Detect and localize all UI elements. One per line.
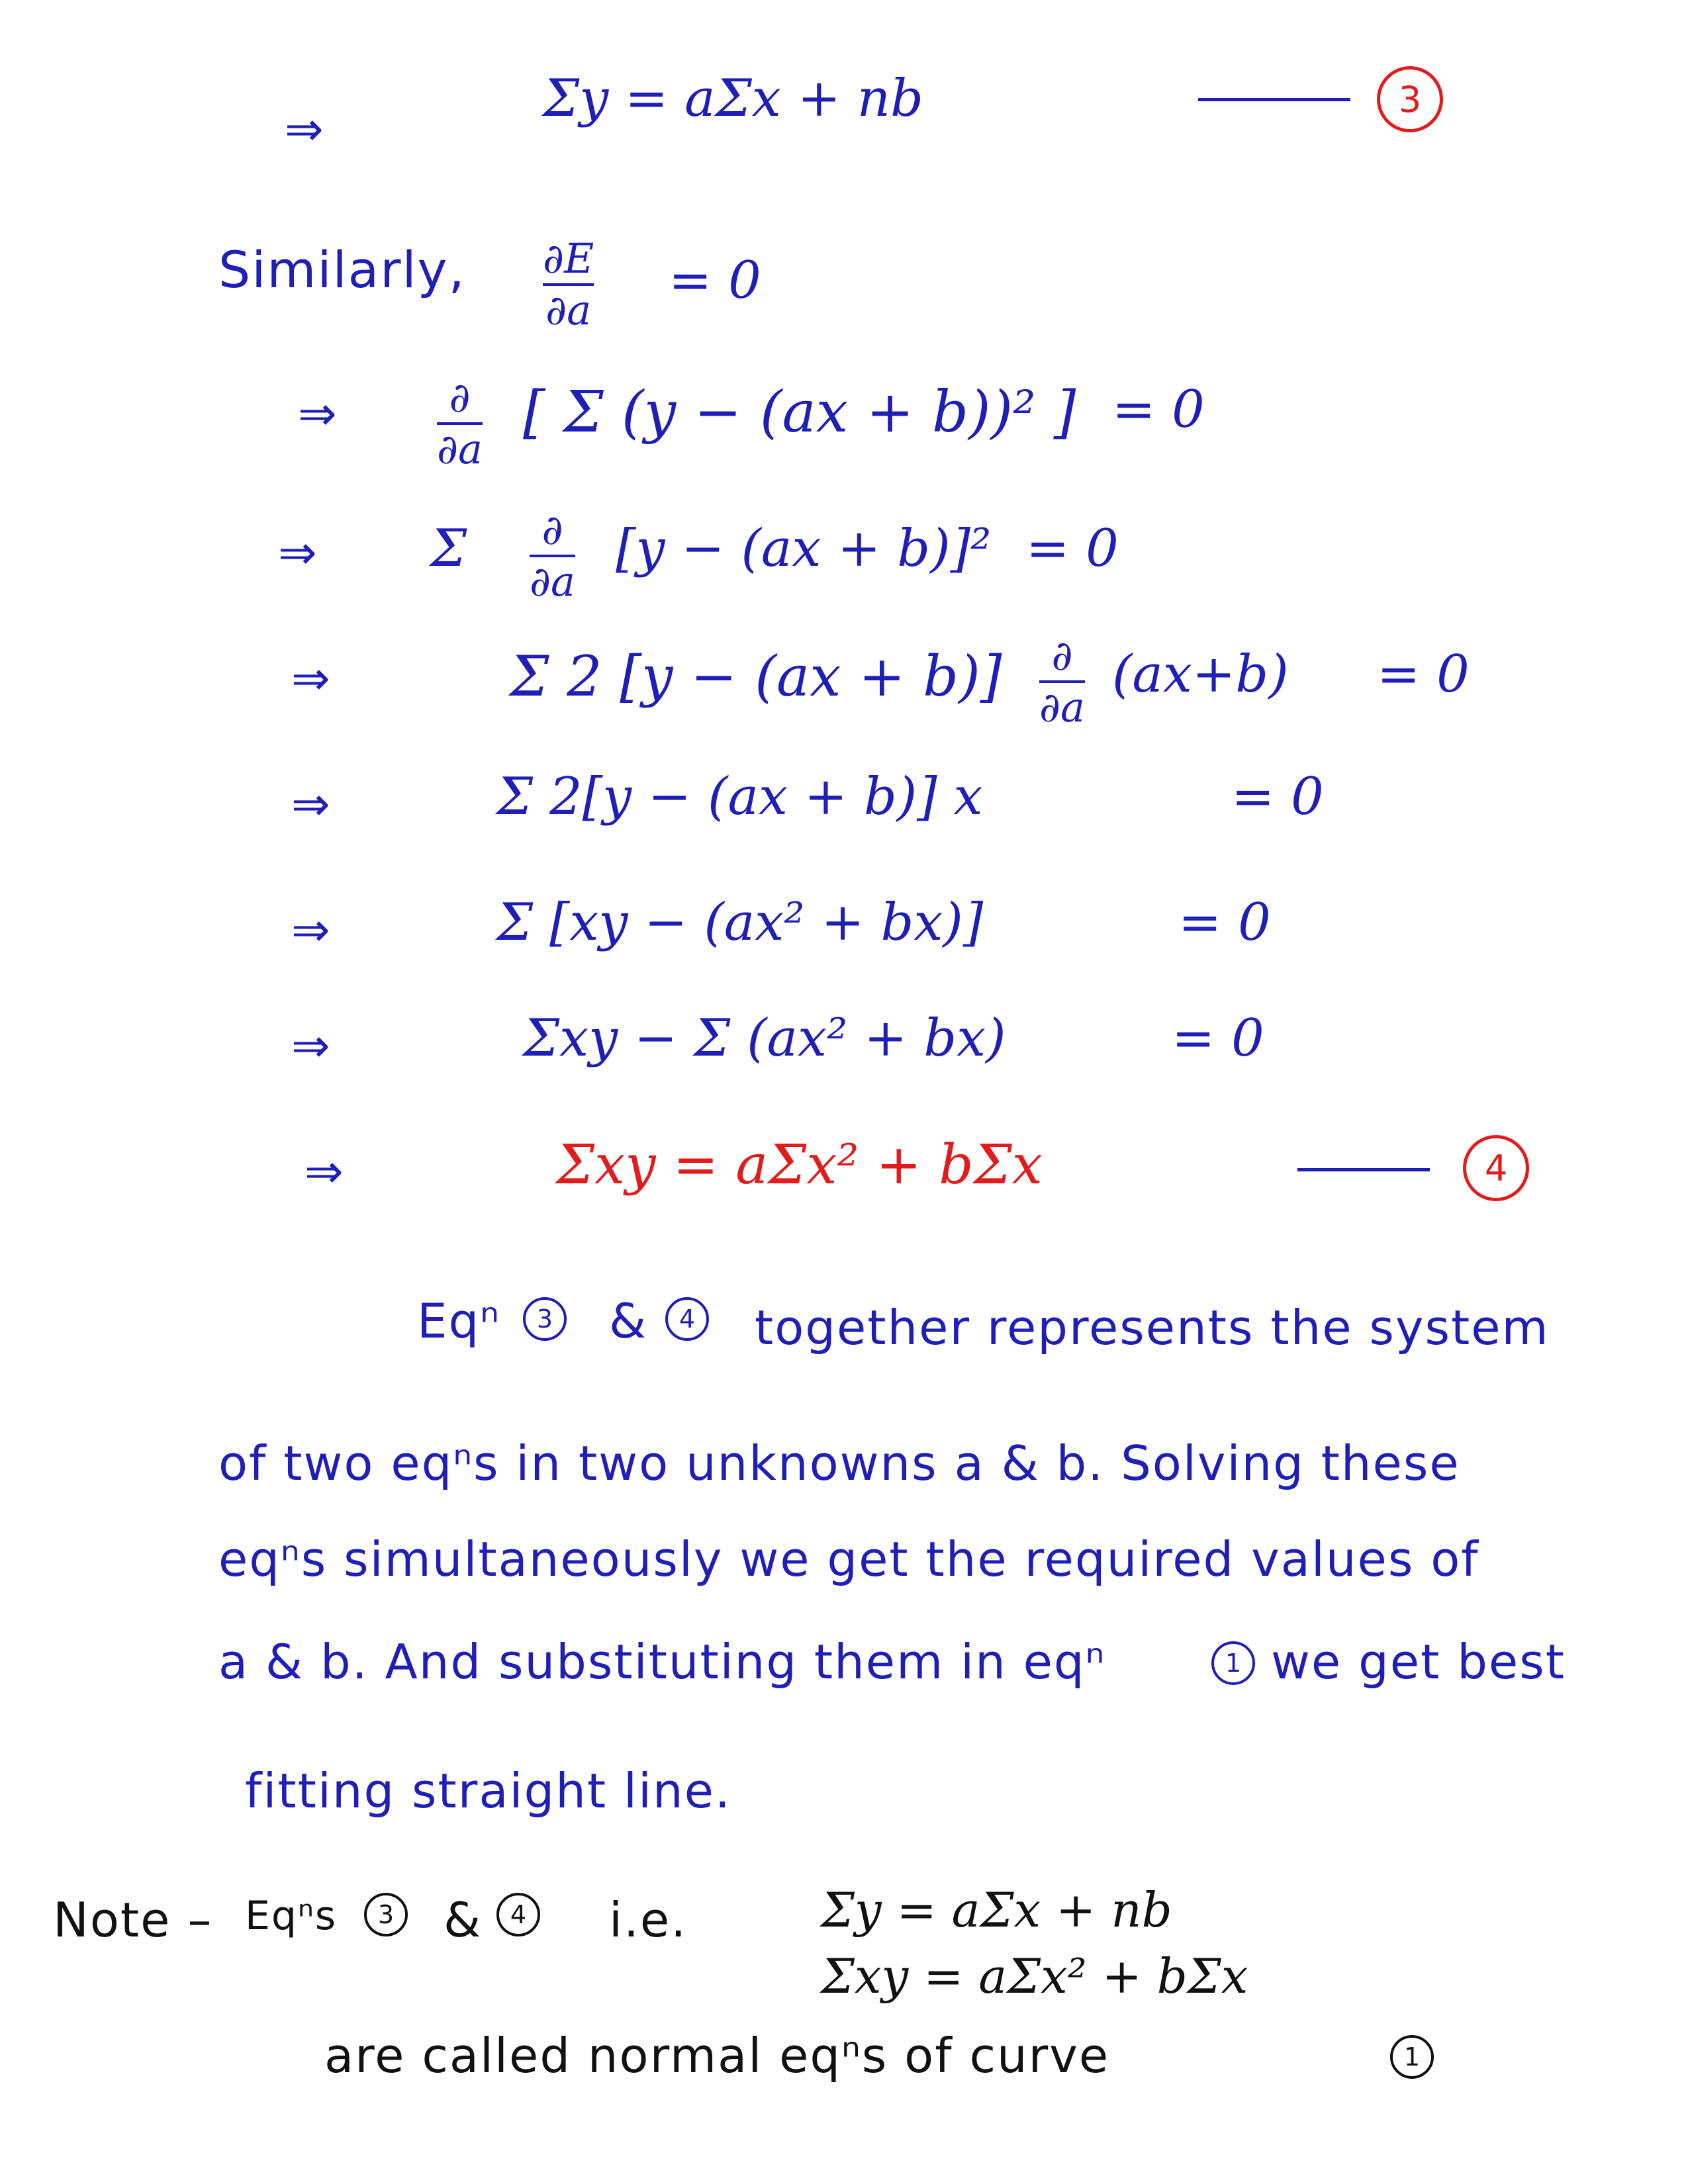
implies-arrow: ⇒ <box>298 387 337 441</box>
implies-arrow: ⇒ <box>291 1019 330 1073</box>
implies-arrow: ⇒ <box>291 903 330 957</box>
step1-body: [ Σ (y − (ax + b))² ] <box>523 379 1076 445</box>
step6-eq: Σxy − Σ (ax² + bx) <box>523 1009 1006 1068</box>
similarly-label: Similarly, <box>218 240 466 299</box>
paragraph-line-1-rest: together represents the system <box>755 1300 1550 1355</box>
step5-rhs: = 0 <box>1178 893 1271 952</box>
equation-3: Σy = aΣx + nb <box>543 69 923 128</box>
equation-4-leader <box>1297 1168 1430 1171</box>
equation-ref-4: 4 <box>665 1297 709 1341</box>
step3-lhs: Σ 2 [y − (ax + b)] <box>510 644 1002 709</box>
note-equation-2: Σxy = aΣx² + bΣx <box>821 1948 1248 2004</box>
equation-3-leader <box>1198 98 1350 101</box>
implies-arrow: ⇒ <box>291 651 330 705</box>
step4-eq: Σ 2[y − (ax + b)] x <box>496 767 983 827</box>
step6-rhs: = 0 <box>1172 1009 1264 1068</box>
partial-over-partial-a: ∂ ∂a <box>530 506 576 606</box>
step2-rhs: = 0 <box>1026 519 1119 578</box>
note-ie: i.e. <box>609 1892 688 1948</box>
paragraph-line-5: fitting straight line. <box>245 1763 731 1819</box>
implies-arrow: ⇒ <box>305 1144 344 1199</box>
step1-rhs: = 0 <box>1112 380 1205 439</box>
paragraph-line-2: of two eqⁿs in two unknowns a & b. Solving these <box>218 1435 1460 1491</box>
note-amp: & <box>444 1892 483 1948</box>
note-label: Note – <box>53 1892 213 1948</box>
paragraph-line-4-rest: we get best <box>1271 1634 1566 1690</box>
paragraph-line-3: eqⁿs simultaneously we get the required values of <box>218 1531 1479 1587</box>
note-eqns: Eqⁿs <box>245 1893 338 1939</box>
paragraph-line-1-amp: & <box>609 1293 648 1349</box>
note-equation-1: Σy = aΣx + nb <box>821 1882 1172 1938</box>
paragraph-line-1-eqn: Eqⁿ <box>417 1293 500 1349</box>
partial-over-partial-a: ∂ ∂a <box>437 373 483 473</box>
partial-over-partial-a: ∂ ∂a <box>1039 631 1086 731</box>
implies-arrow: ⇒ <box>291 777 330 831</box>
equation-ref-3: 3 <box>523 1297 567 1341</box>
step3-tail: (ax+b) <box>1112 645 1289 704</box>
note-closing: are called normal eqⁿs of curve <box>324 2028 1110 2083</box>
similarly-rhs: = 0 <box>669 251 761 310</box>
implies-arrow: ⇒ <box>278 525 317 580</box>
note-ref-1: 1 <box>1390 2035 1434 2079</box>
note-ref-4: 4 <box>496 1893 540 1936</box>
step5-eq: Σ [xy − (ax² + bx)] <box>496 893 984 952</box>
paragraph-line-4-pre: a & b. And substituting them in eqⁿ <box>218 1634 1106 1690</box>
equation-4: Σxy = aΣx² + bΣx <box>556 1134 1043 1197</box>
implies-arrow: ⇒ <box>285 102 324 156</box>
equation-number-4-badge: 4 <box>1463 1135 1529 1201</box>
equation-ref-1: 1 <box>1211 1641 1255 1685</box>
step2-sigma: Σ <box>430 519 467 578</box>
partial-e-over-partial-a: ∂E ∂a <box>543 234 594 334</box>
step3-rhs: = 0 <box>1377 645 1470 704</box>
equation-number-3-badge: 3 <box>1377 66 1443 132</box>
step4-rhs: = 0 <box>1231 767 1324 827</box>
note-ref-3: 3 <box>364 1893 408 1936</box>
step2-body: [y − (ax + b)]² <box>616 519 992 578</box>
